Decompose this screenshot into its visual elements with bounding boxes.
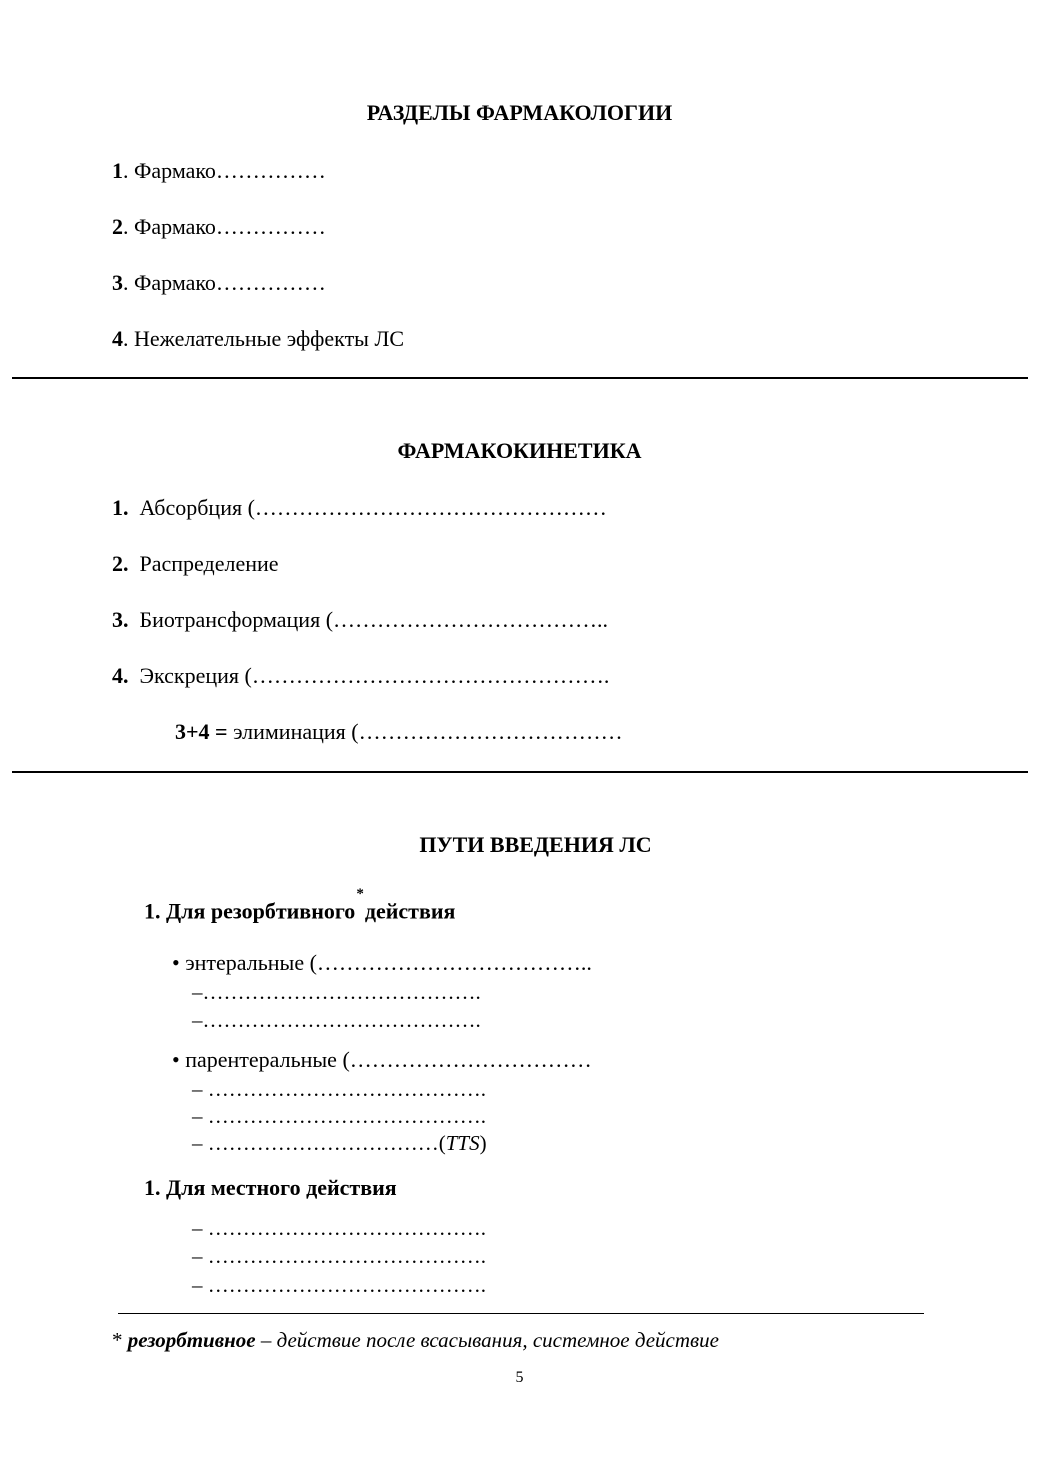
footnote-text: – действие после всасывания, системное действие: [260, 1328, 719, 1352]
item-text: Биотрансформация (………………………………..: [139, 607, 609, 632]
item-text: Абсорбция (…………………………………………: [139, 495, 607, 520]
blank-line: – ………………………………….: [192, 1104, 486, 1128]
elimination-line: [175, 719, 623, 745]
elimination-text: элиминация (………………………………: [233, 719, 623, 744]
item-number: 4.: [112, 663, 129, 688]
item-number: 3: [112, 270, 123, 295]
item-text: Экскреция (………………………………………….: [139, 663, 610, 688]
subheading-text: действия: [364, 898, 456, 924]
list-item: [112, 214, 326, 240]
subheading-local: 1. Для местного действия: [144, 1175, 397, 1200]
footnote: [112, 1328, 719, 1353]
blank-line: – ………………………………….: [192, 1077, 486, 1101]
list-item: [112, 495, 607, 521]
item-number: 1.: [112, 495, 129, 520]
footnote-divider: [118, 1313, 924, 1314]
blank-line-text: ): [479, 1131, 487, 1155]
footnote-term: резорбтивное: [127, 1328, 256, 1352]
blank-line-text: – ……………………………(: [192, 1131, 446, 1155]
page-number: 5: [515, 1369, 524, 1386]
section-title-pharmacology-sections: РАЗДЕЛЫ ФАРМАКОЛОГИИ: [366, 100, 673, 125]
list-item: [112, 551, 279, 577]
item-text: . Фармако……………: [123, 158, 326, 183]
item-number: 4: [112, 326, 123, 351]
blank-line-tts: [192, 1131, 487, 1156]
footnote-marker: *: [112, 1328, 123, 1352]
subheading-text: 1. Для резорбтивного: [144, 898, 356, 924]
enteral-label: • энтеральные (………………………………..: [172, 950, 592, 975]
item-number: 2.: [112, 551, 129, 576]
item-number: 2: [112, 214, 123, 239]
blank-line: –………………………………….: [192, 1008, 481, 1032]
blank-line: – ………………………………….: [192, 1244, 486, 1268]
item-text: . Фармако……………: [123, 214, 326, 239]
item-text: . Нежелательные эффекты ЛС: [123, 326, 405, 351]
section-divider: [12, 771, 1028, 773]
item-number: 1: [112, 158, 123, 183]
blank-line: –………………………………….: [192, 980, 481, 1004]
list-item: [112, 663, 609, 689]
list-item: [112, 607, 608, 633]
item-text: . Фармако……………: [123, 270, 326, 295]
section-title-pharmacokinetics: ФАРМАКОКИНЕТИКА: [397, 438, 642, 463]
subheading-resorptive: [144, 886, 456, 924]
item-text: Распределение: [139, 551, 279, 576]
item-number: 3.: [112, 607, 129, 632]
blank-line: – ………………………………….: [192, 1216, 486, 1240]
list-item: [112, 326, 404, 352]
list-item: [112, 270, 326, 296]
section-divider: [12, 377, 1028, 379]
blank-line: – ………………………………….: [192, 1273, 486, 1297]
elimination-formula: 3+4 =: [175, 719, 228, 744]
parenteral-label: • парентеральные (……………………………: [172, 1047, 592, 1072]
section-title-administration-routes: ПУТИ ВВЕДЕНИЯ ЛС: [419, 832, 652, 857]
list-item: [112, 158, 326, 184]
footnote-marker: *: [356, 886, 364, 902]
tts-abbreviation: TTS: [445, 1131, 480, 1155]
